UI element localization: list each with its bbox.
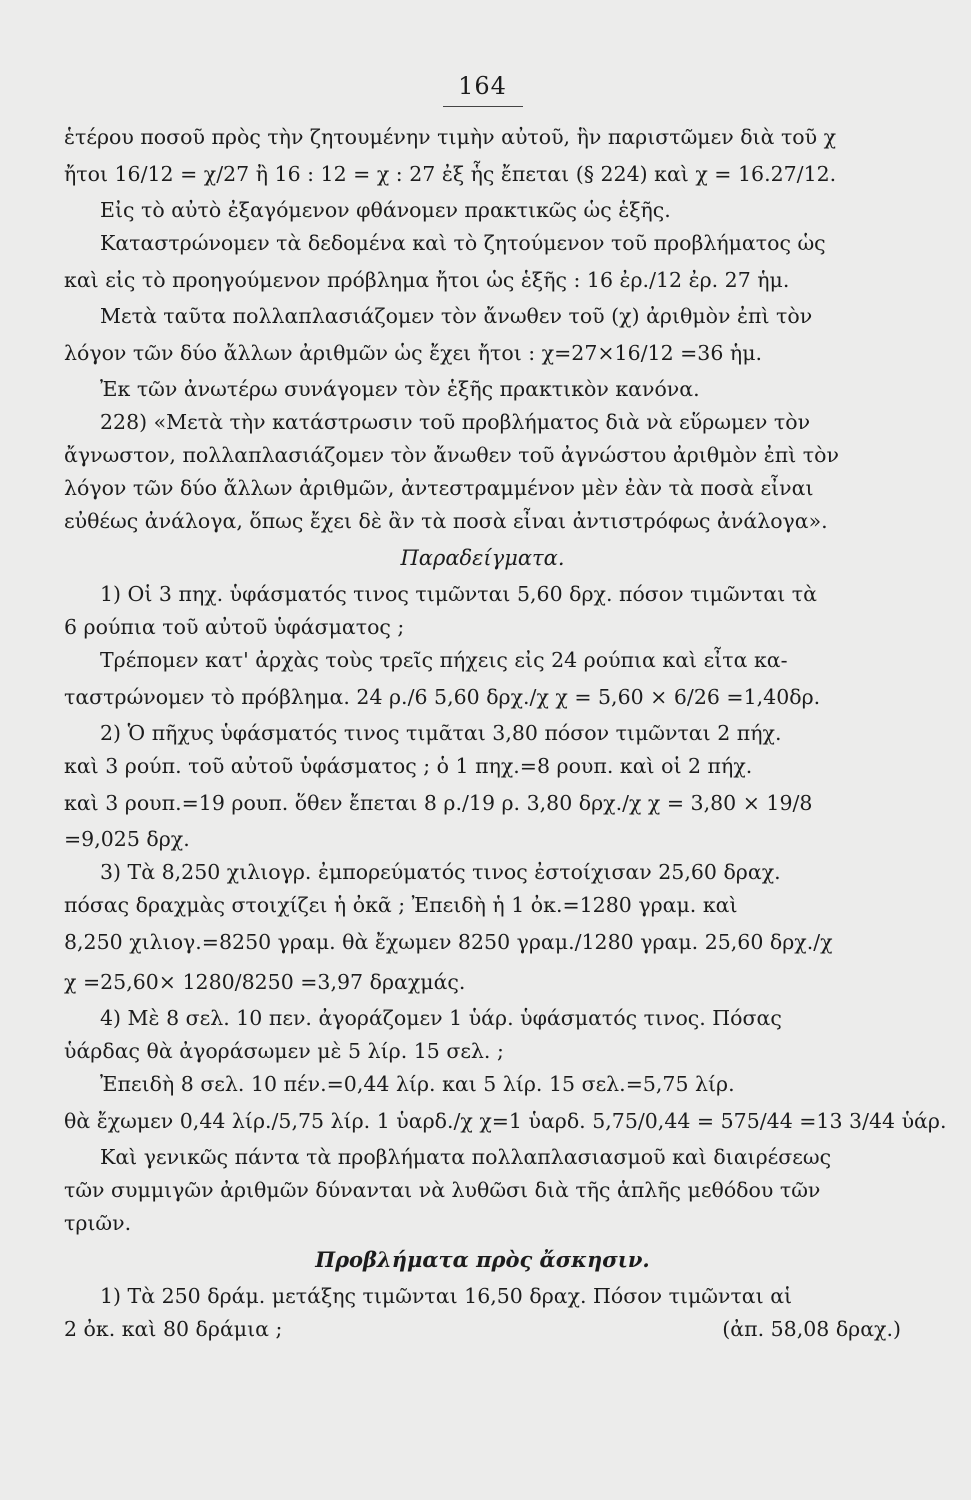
text-line-34: 1) Τὰ 250 δράμ. μετάξης τιμῶνται 16,50 δραχ. Πόσον τιμῶνται αἱ	[100, 1284, 793, 1308]
text-line-6: Μετὰ ταῦτα πολλαπλασιάζομεν τὸν ἄνωθεν τοῦ (χ) ἀριθμὸν ἐπὶ τὸν	[100, 304, 813, 328]
text-line-3: Εἰς τὸ αὐτὸ ἐξαγόμενον φθάνομεν πρακτικῶς ὡς ἑξῆς.	[100, 198, 671, 222]
text-line-1: ἑτέρου ποσοῦ πρὸς τὴν ζητουμένην τιμὴν αὐτοῦ, ἣν παριστῶμεν διὰ τοῦ χ	[64, 125, 837, 149]
section-heading-exercises: Προβλήματα πρὸς ἄσκησιν.	[315, 1247, 650, 1272]
text-line-22: 3) Τὰ 8,250 χιλιογρ. ἐμπορεύματός τινος ἐστοίχισαν 25,60 δραχ.	[100, 860, 781, 884]
text-line-12: εὐθέως ἀνάλογα, ὅπως ἔχει δὲ ἂν τὰ ποσὰ εἶναι ἀντιστρόφως ἀνάλογα».	[64, 509, 828, 533]
answer-text: (ἀπ. 58,08 δραχ.)	[722, 1317, 901, 1341]
text-line-9: 228) «Μετὰ τὴν κατάστρωσιν τοῦ προβλήματος διὰ νὰ εὕρωμεν τὸν	[100, 410, 811, 434]
text-line-29: θὰ ἔχωμεν 0,44 λίρ./5,75 λίρ. 1 ὑαρδ./χ χ=1 ὑαρδ. 5,75/0,44 = 575/44 =13 3/44 ὑάρ.	[64, 1109, 947, 1133]
text-line-23: πόσας δραχμὰς στοιχίζει ἡ ὀκᾶ ; Ἐπειδὴ ἡ 1 ὀκ.=1280 γραμ. καὶ	[64, 893, 738, 917]
text-line-20: καὶ 3 ρουπ.=19 ρουπ. ὅθεν ἔπεται 8 ρ./19 ρ. 3,80 δρχ./χ χ = 3,80 × 19/8	[64, 791, 813, 815]
text-line-25: χ =25,60× 1280/8250 =3,97 δραχμάς.	[64, 970, 466, 994]
text-line-11: λόγον τῶν δύο ἄλλων ἀριθμῶν, ἀντεστραμμένον μὲν ἐὰν τὰ ποσὰ εἶναι	[64, 476, 814, 500]
text-line-10: ἄγνωστον, πολλαπλασιάζομεν τὸν ἄνωθεν τοῦ ἀγνώστου ἀριθμὸν ἐπὶ τὸν	[64, 443, 839, 467]
text-line-4: Καταστρώνομεν τὰ δεδομένα καὶ τὸ ζητούμενον τοῦ προβλήματος ὡς	[100, 231, 826, 255]
text-line-32: τριῶν.	[64, 1211, 132, 1235]
text-line-5: καὶ εἰς τὸ προηγούμενον πρόβλημα ἤτοι ὡς ἑξῆς : 16 ἐρ./12 ἐρ. 27 ἡμ.	[64, 268, 790, 292]
text-line-18: 2) Ὁ πῆχυς ὑφάσματός τινος τιμᾶται 3,80 πόσον τιμῶνται 2 πήχ.	[100, 721, 782, 745]
text-line-21: =9,025 δρχ.	[64, 827, 190, 851]
text-line-14: 1) Οἱ 3 πηχ. ὑφάσματός τινος τιμῶνται 5,60 δρχ. πόσον τιμῶνται τὰ	[100, 582, 817, 606]
text-line-30: Καὶ γενικῶς πάντα τὰ προβλήματα πολλαπλασιασμοῦ καὶ διαιρέσεως	[100, 1145, 832, 1169]
text-line-7: λόγον τῶν δύο ἄλλων ἀριθμῶν ὡς ἔχει ἤτοι : χ=27×16/12 =36 ἡμ.	[64, 341, 763, 365]
text-line-16: Τρέπομεν κατ' ἀρχὰς τοὺς τρεῖς πήχεις εἰς 24 ρούπια καὶ εἶτα κα-	[100, 648, 788, 672]
text-line-2: ἤτοι 16/12 = χ/27 ἢ 16 : 12 = χ : 27 ἐξ ἧς ἔπεται (§ 224) καὶ χ = 16.27/12.	[64, 162, 837, 186]
text-line-35-main: 2 ὀκ. καὶ 80 δράμια ;	[64, 1317, 283, 1341]
text-line-24: 8,250 χιλιογ.=8250 γραμ. θὰ ἔχωμεν 8250 γραμ./1280 γραμ. 25,60 δρχ./χ	[64, 930, 833, 954]
text-line-17: ταστρώνομεν τὸ πρόβλημα. 24 ρ./6 5,60 δρχ./χ χ = 5,60 × 6/26 =1,40δρ.	[64, 685, 821, 709]
page-number: 164	[458, 72, 507, 100]
text-line-35	[64, 1313, 901, 1346]
text-line-26: 4) Μὲ 8 σελ. 10 πεν. ἀγοράζομεν 1 ὑάρ. ὑφάσματός τινος. Πόσας	[100, 1006, 782, 1030]
text-line-27: ὑάρδας θὰ ἀγοράσωμεν μὲ 5 λίρ. 15 σελ. ;	[64, 1039, 504, 1063]
text-line-8: Ἐκ τῶν ἀνωτέρω συνάγομεν τὸν ἑξῆς πρακτικὸν κανόνα.	[100, 377, 700, 401]
page-number-rule	[443, 106, 523, 107]
text-line-31: τῶν συμμιγῶν ἀριθμῶν δύνανται νὰ λυθῶσι διὰ τῆς ἁπλῆς μεθόδου τῶν	[64, 1178, 821, 1202]
section-heading-examples: Παραδείγματα.	[400, 546, 565, 570]
text-line-19: καὶ 3 ρούπ. τοῦ αὐτοῦ ὑφάσματος ; ὁ 1 πηχ.=8 ρουπ. καὶ οἱ 2 πήχ.	[64, 754, 753, 778]
text-line-15: 6 ρούπια τοῦ αὐτοῦ ὑφάσματος ;	[64, 615, 405, 639]
text-line-28: Ἐπειδὴ 8 σελ. 10 πέν.=0,44 λίρ. και 5 λίρ. 15 σελ.=5,75 λίρ.	[100, 1072, 735, 1096]
